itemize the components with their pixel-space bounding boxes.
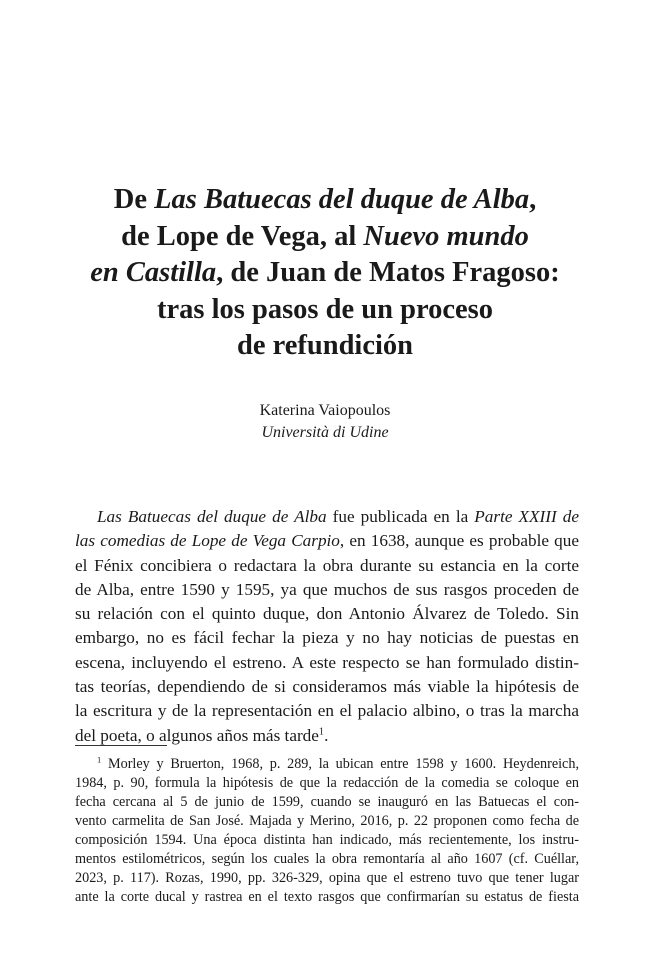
footnote-reference[interactable]: 1 [318,725,325,737]
body-paragraph [75,505,579,748]
title-line-2: de Lope de Vega, al Nuevo mundo [121,220,529,252]
footnote-line: 1984, p. 90, formula la hipótesis de que la redacción de la comedia se coloque en [75,775,579,791]
body-line: tas teorías, dependiendo de si consideramos más viable la hipótesis de [75,677,579,697]
body-line: escena, incluyendo el estreno. A este respecto se han formulado distin- [75,652,579,672]
footnote-line: vento carmelita de San José. Majada y Merino, 2016, p. 22 proponen como fecha de [75,813,579,829]
footnote-line: composición 1594. Una época distinta han indicado, más recientemente, los instru- [75,832,579,848]
chapter-title [40,182,610,365]
footnote [75,755,579,907]
body-line: de Alba, entre 1590 y 1595, ya que muchos de sus rasgos proceden de [75,579,579,599]
body-line: su relación con el quinto duque, don Antonio Álvarez de Toledo. Sin [75,604,579,624]
body-line: las comedias de Lope de Vega Carpio, en 1638, aunque es probable que [75,531,579,551]
body-line: embargo, no es fácil fechar la pieza y no hay noticias de puestas en [75,628,579,648]
title-line-3: en Castilla, de Juan de Matos Fragoso: [90,257,560,288]
footnote-marker: 1 [97,754,102,765]
author-name: Katerina Vaiopoulos [259,402,391,419]
author-affiliation: Università di Udine [261,424,389,441]
footnote-separator [75,745,167,746]
title-line-1: De Las Batuecas del duque de Alba, [113,184,537,215]
title-line-4: tras los pasos de un proceso [157,293,493,325]
body-line: del poeta, o algunos años más tarde$^1$. [75,725,329,745]
footnote-line: 2023, p. 117). Rozas, 1990, pp. 326-329, opina que el estreno tuvo que tener lugar [75,870,579,886]
body-line: Las Batuecas del duque de Alba fue publicada en la Parte XXIII de [97,507,580,526]
body-line: la escritura y de la representación en el palacio albino, o tras la marcha [75,701,579,721]
footnote-line: $^1$ Morley y Bruerton, 1968, p. 289, la ubican entre 1598 y 1600. Heydenreich, [97,754,579,772]
footnote-line: fecha cercana al 5 de junio de 1599, cuando se inauguró en las Batuecas el con- [75,794,579,810]
title-line-5: de refundición [236,330,414,361]
author-block [0,400,650,444]
footnote-line: ante la corte ducal y rastrea en el texto rasgos que confirmarían su estatus de fiesta [75,889,579,905]
footnote-line: mentos estilométricos, según los cuales la obra remontaría al año 1607 (cf. Cuéllar, [75,851,579,867]
body-line: el Fénix concibiera o redactara la obra durante su estancia en la corte [75,555,579,575]
